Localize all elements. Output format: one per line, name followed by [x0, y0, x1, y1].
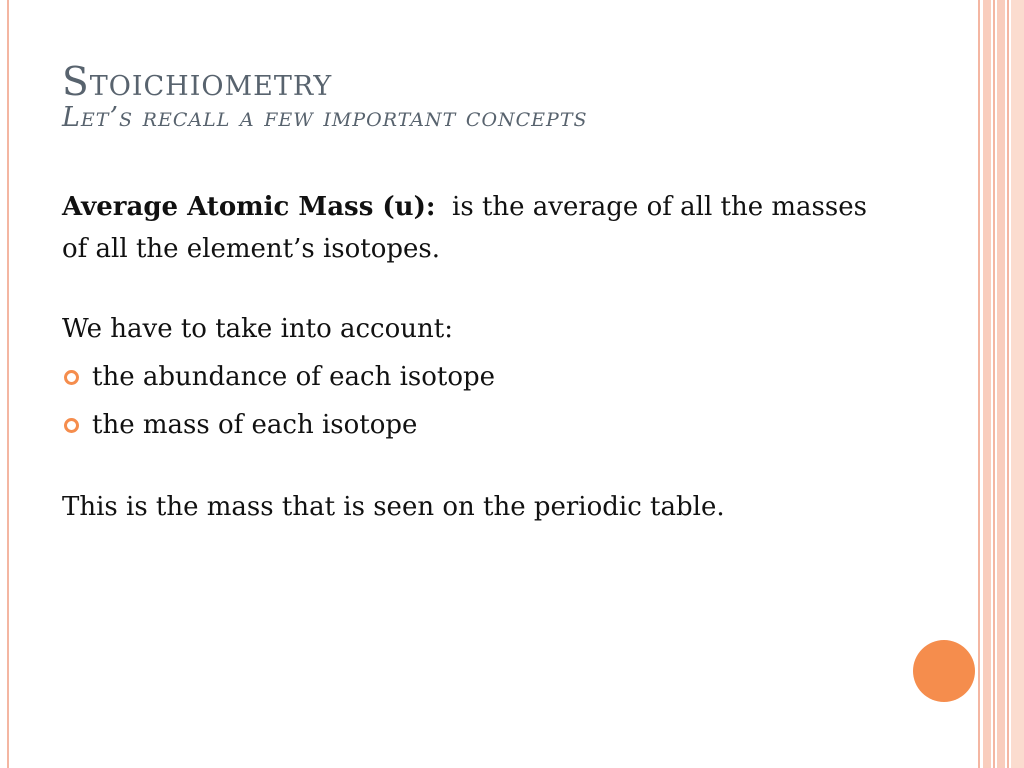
right-decor-stripe: [1007, 0, 1009, 768]
right-decor-stripe: [1011, 0, 1024, 768]
list-item: [62, 356, 892, 398]
right-decor-stripe: [993, 0, 995, 768]
orange-circle-decoration: [913, 640, 975, 702]
right-decor-stripe: [997, 0, 1005, 768]
slide-body: [62, 186, 892, 528]
intro-text: We have to take into account:: [62, 314, 453, 344]
slide-title-block: [62, 58, 588, 134]
slide-subtitle: Let’s recall a few important concepts: [62, 102, 588, 133]
bullet-text: the abundance of each isotope: [92, 362, 496, 392]
bullet-text: the mass of each isotope: [92, 410, 418, 440]
right-decor-stripe: [983, 0, 991, 768]
definition-term: Average Atomic Mass (u):: [62, 192, 436, 222]
right-decor-stripe: [978, 0, 980, 768]
slide-title: Stoichiometry: [62, 60, 333, 105]
closing-text: This is the mass that is seen on the periodic table.: [62, 492, 725, 522]
definition-text: is the average of all the masses of all the element’s isotopes.: [62, 192, 867, 264]
list-item: [62, 404, 892, 446]
ring-bullet-icon: [64, 370, 79, 385]
left-border-line: [7, 0, 9, 768]
definition-paragraph: [62, 186, 892, 270]
ring-bullet-icon: [64, 418, 79, 433]
